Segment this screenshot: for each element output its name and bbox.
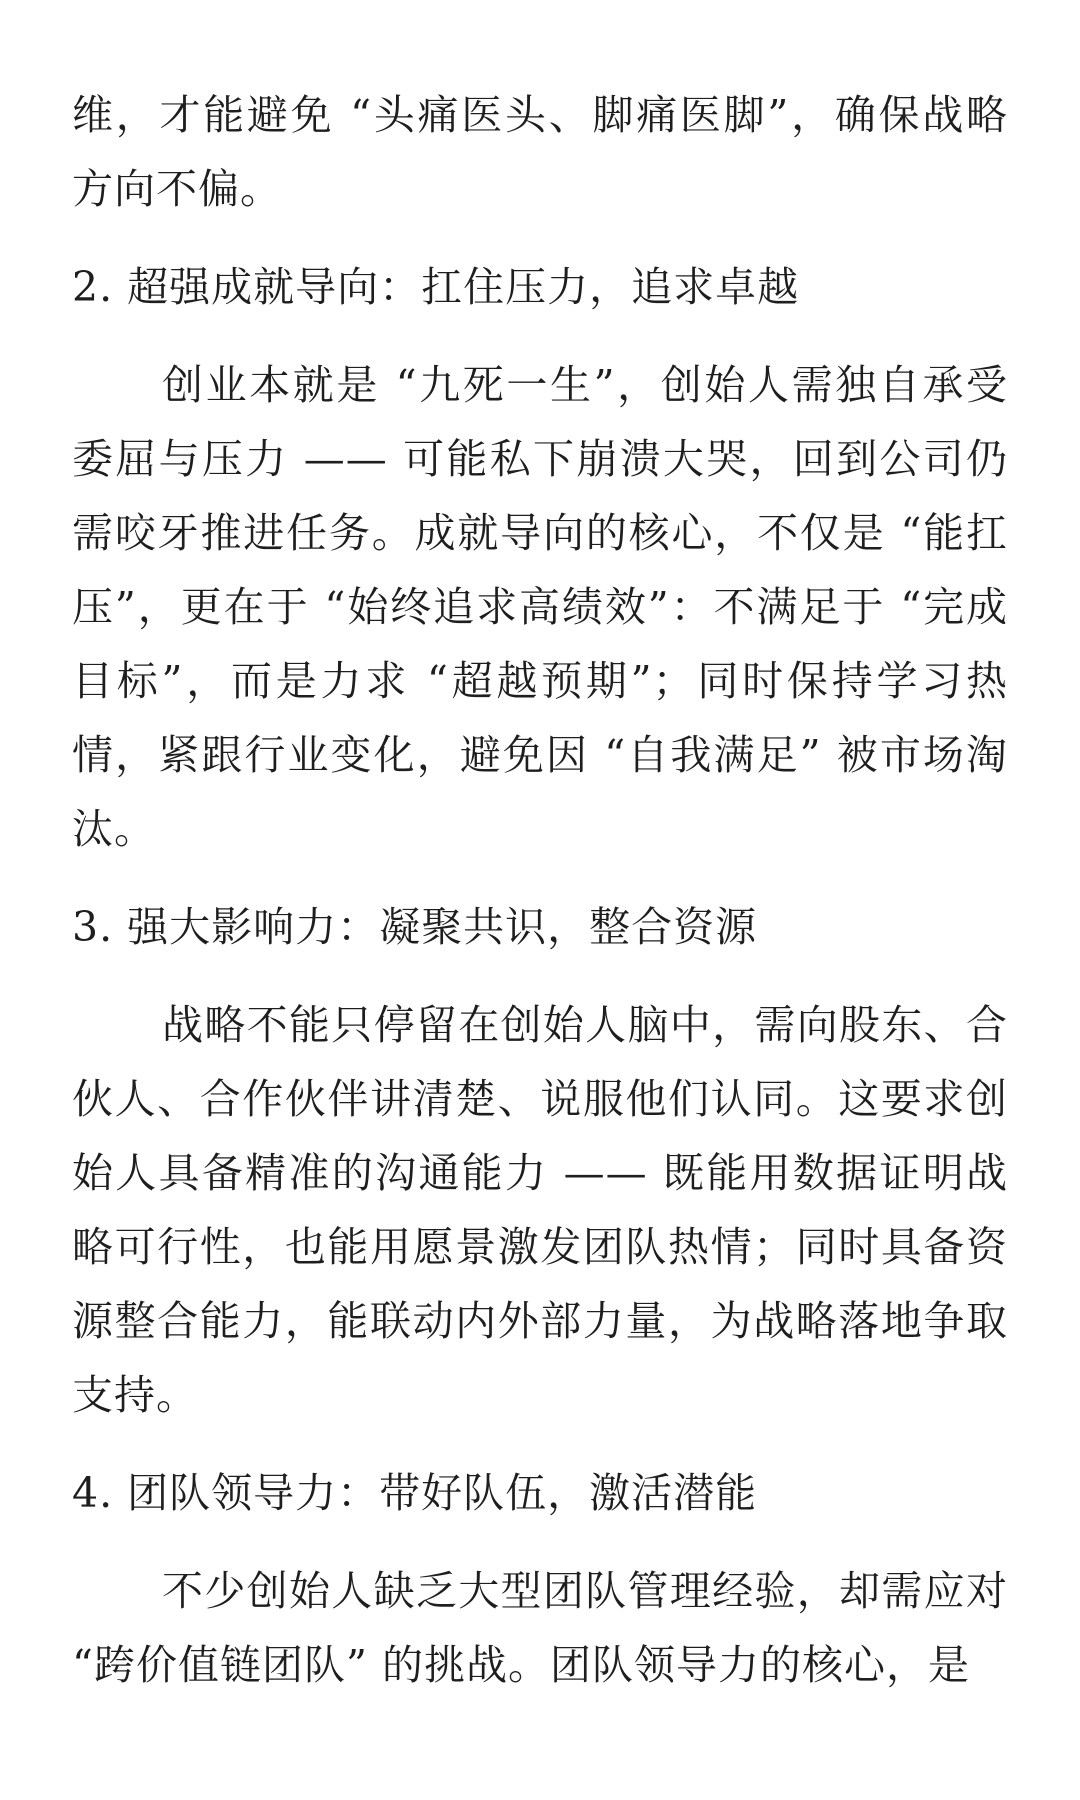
section-heading-leadership: 4. 团队领导力：带好队伍，激活潜能 bbox=[72, 1469, 758, 1517]
paragraph-leadership: 不少创始人缺乏大型团队管理经验，却需应对 “跨价值链团队” 的挑战。团队领导力的核心，是 bbox=[72, 1567, 1008, 1689]
paragraph-intro-tail: 维，才能避免 “头痛医头、脚痛医脚”，确保战略方向不偏。 bbox=[72, 91, 1008, 213]
section-heading-achievement: 2. 超强成就导向：扛住压力，追求卓越 bbox=[72, 263, 800, 311]
paragraph-achievement: 创业本就是 “九死一生”，创始人需独自承受委屈与压力 —— 可能私下崩溃大哭，回到公司仍需咬牙推进任务。成就导向的核心，不仅是 “能扛压”，更在于 “始终追求高绩效”：不满足于 “完成目标”，而是力求 “超越预期”；同时保持学习热情，紧跟行业变化，避免因 “自我满足” 被市场淘汰。 bbox=[72, 361, 1008, 853]
section-heading-influence: 3. 强大影响力：凝聚共识，整合资源 bbox=[72, 903, 758, 951]
paragraph-influence: 战略不能只停留在创始人脑中，需向股东、合伙人、合作伙伴讲清楚、说服他们认同。这要求创始人具备精准的沟通能力 —— 既能用数据证明战略可行性，也能用愿景激发团队热情；同时具备资源整合能力，能联动内外部力量，为战略落地争取支持。 bbox=[72, 1001, 1008, 1419]
article-body bbox=[72, 78, 1008, 1726]
